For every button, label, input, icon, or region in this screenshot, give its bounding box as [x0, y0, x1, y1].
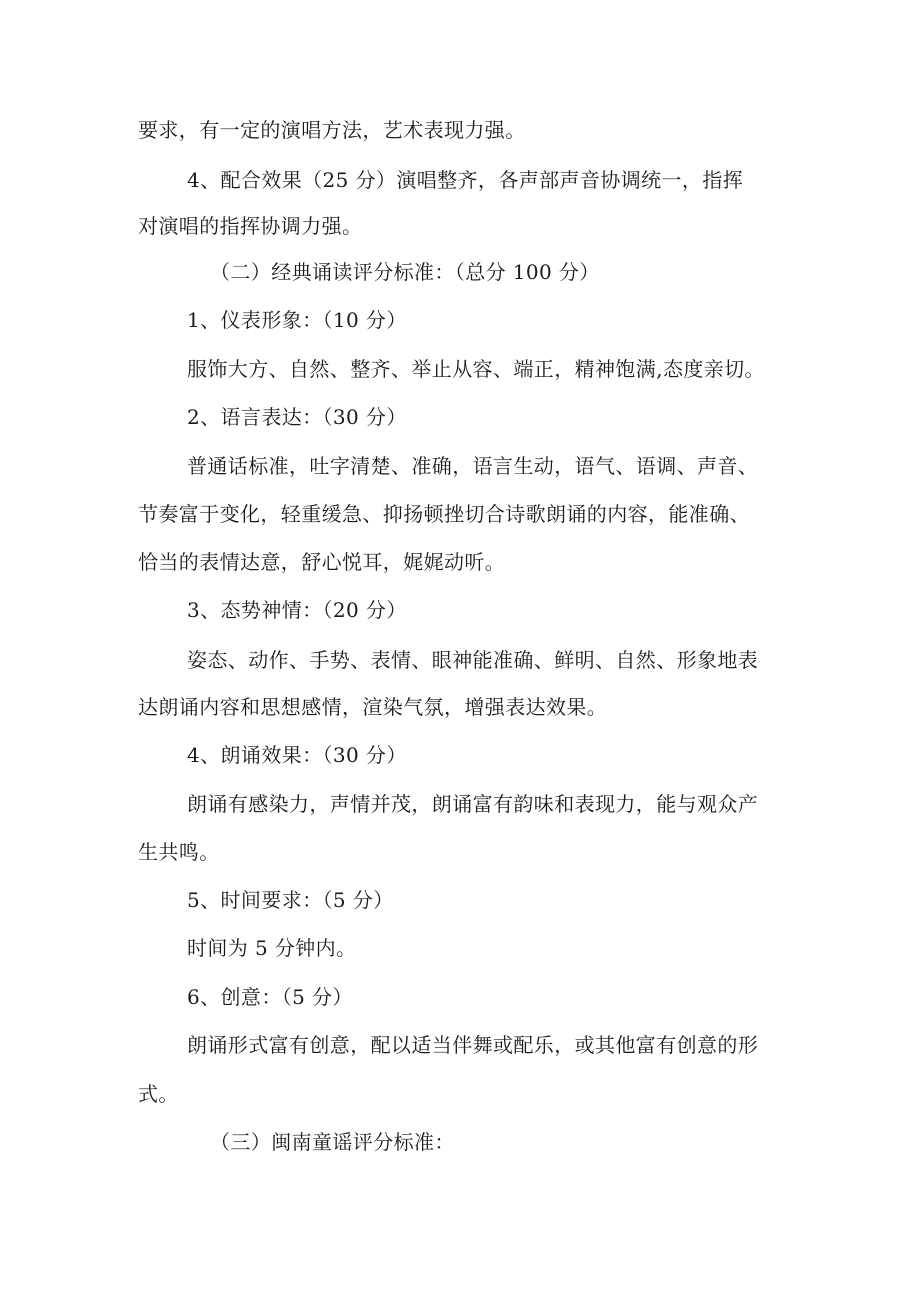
paragraph-line: 服饰大方、自然、整齐、举止从容、端正，精神饱满,态度亲切。 — [187, 357, 765, 381]
criteria-heading: 6、创意：（5 分） — [187, 985, 353, 1009]
paragraph-line: 生共鸣。 — [138, 840, 220, 864]
paragraph-line: 式。 — [138, 1082, 179, 1106]
paragraph-line: 时间为 5 分钟内。 — [187, 936, 357, 960]
paragraph-line: 达朗诵内容和思想感情，渲染气氛，增强表达效果。 — [138, 695, 608, 719]
section-heading: （三）闽南童谣评分标准： — [210, 1130, 455, 1154]
paragraph-line: 朗诵形式富有创意，配以适当伴舞或配乐，或其他富有创意的形 — [187, 1033, 759, 1057]
criteria-item: 4、配合效果（25 分）演唱整齐，各声部声音协调统一，指挥 — [187, 168, 744, 192]
paragraph-line: 姿态、动作、手势、表情、眼神能准确、鲜明、自然、形象地表 — [187, 648, 759, 672]
paragraph-line: 要求，有一定的演唱方法，艺术表现力强。 — [138, 118, 526, 142]
paragraph-line: 恰当的表情达意，舒心悦耳，娓娓动听。 — [138, 550, 506, 574]
criteria-heading: 4、朗诵效果：（30 分） — [187, 743, 407, 767]
criteria-heading: 1、仪表形象：（10 分） — [187, 308, 407, 332]
criteria-heading: 2、语言表达：（30 分） — [187, 405, 407, 429]
section-heading: （二）经典诵读评分标准：（总分 100 分） — [210, 260, 600, 284]
paragraph-line: 朗诵有感染力，声情并茂，朗诵富有韵味和表现力，能与观众产 — [187, 792, 759, 816]
criteria-heading: 3、态势神情：（20 分） — [187, 598, 407, 622]
criteria-heading: 5、时间要求：（5 分） — [187, 888, 394, 912]
paragraph-line: 节奏富于变化，轻重缓急、抑扬顿挫切合诗歌朗诵的内容，能准确、 — [138, 502, 750, 526]
paragraph-line: 对演唱的指挥协调力强。 — [138, 214, 363, 238]
paragraph-line: 普通话标准，吐字清楚、准确，语言生动，语气、语调、声音、 — [187, 454, 759, 478]
